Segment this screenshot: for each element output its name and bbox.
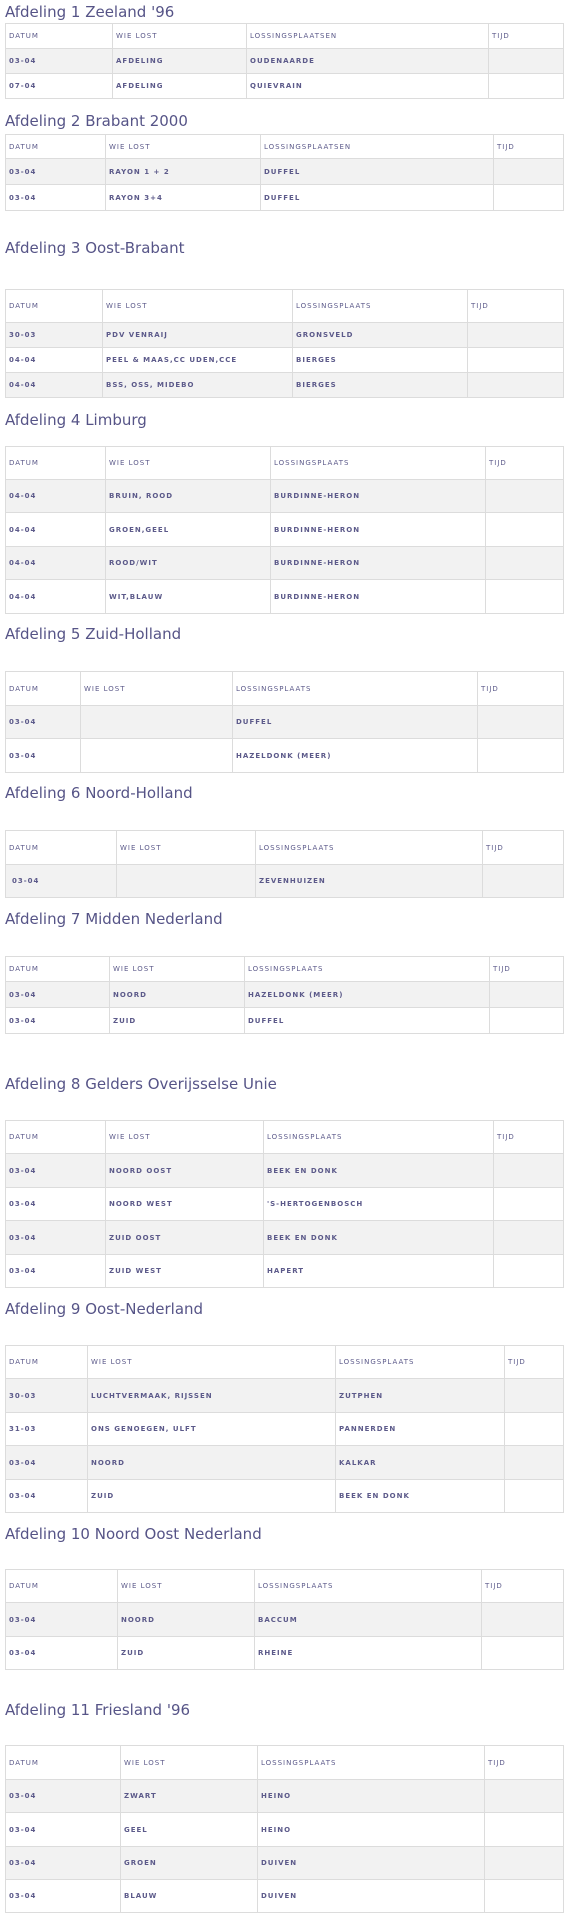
col-header-tijd: TIJD xyxy=(490,957,564,982)
cell-tijd xyxy=(478,706,564,739)
cell-datum: 03-04 xyxy=(6,1255,106,1288)
schedule-table xyxy=(5,289,564,398)
col-header-wie-lost: WIE LOST xyxy=(106,1121,264,1154)
table-row xyxy=(6,1780,564,1813)
cell-wie-lost: GROEN xyxy=(121,1847,258,1880)
cell-lossingsplaats: BURDINNE-HERON xyxy=(271,513,486,547)
section-title: Afdeling 11 Friesland '96 xyxy=(5,1701,191,1719)
table-row xyxy=(6,1446,564,1480)
cell-tijd xyxy=(494,1188,564,1221)
table-row xyxy=(6,1221,564,1255)
section-title: Afdeling 1 Zeeland '96 xyxy=(5,3,175,21)
table-row xyxy=(6,1847,564,1880)
cell-lossingsplaats: BURDINNE-HERON xyxy=(271,580,486,614)
cell-lossingsplaats: HEINO xyxy=(258,1813,485,1847)
table-row xyxy=(6,159,564,185)
col-header-lossingsplaats: LOSSINGSPLAATS xyxy=(256,831,483,865)
col-header-wie-lost: WIE LOST xyxy=(113,24,247,49)
cell-tijd xyxy=(505,1379,564,1413)
section-title: Afdeling 9 Oost-Nederland xyxy=(5,1300,204,1318)
col-header-datum: DATUM xyxy=(6,957,110,982)
table-row xyxy=(6,480,564,513)
cell-tijd xyxy=(486,480,564,513)
cell-tijd xyxy=(468,348,564,373)
table-row xyxy=(6,1637,564,1670)
section-title: Afdeling 3 Oost-Brabant xyxy=(5,239,185,257)
cell-lossingsplaats: KALKAR xyxy=(336,1446,505,1480)
col-header-datum: DATUM xyxy=(6,1121,106,1154)
col-header-datum: DATUM xyxy=(6,290,103,323)
cell-wie-lost: NOORD WEST xyxy=(106,1188,264,1221)
cell-wie-lost: LUCHTVERMAAK, RIJSSEN xyxy=(88,1379,336,1413)
cell-tijd xyxy=(494,1255,564,1288)
cell-lossingsplaats: 'S-HERTOGENBOSCH xyxy=(264,1188,494,1221)
cell-wie-lost: PEEL & MAAS,CC UDEN,CCE xyxy=(103,348,293,373)
cell-datum: 03-04 xyxy=(6,1637,118,1670)
col-header-wie-lost: WIE LOST xyxy=(103,290,293,323)
col-header-datum: DATUM xyxy=(6,672,81,706)
cell-datum: 03-04 xyxy=(6,1813,121,1847)
cell-lossingsplaats: BIERGES xyxy=(293,348,468,373)
cell-tijd xyxy=(490,982,564,1008)
table-row xyxy=(6,1813,564,1847)
table-header-row xyxy=(6,135,564,159)
cell-lossingsplaats: PANNERDEN xyxy=(336,1413,505,1446)
cell-datum: 04-04 xyxy=(6,580,106,614)
col-header-tijd: TIJD xyxy=(489,24,564,49)
col-header-datum: DATUM xyxy=(6,24,113,49)
cell-tijd xyxy=(490,1008,564,1034)
cell-lossingsplaats: DUFFEL xyxy=(261,185,494,211)
cell-wie-lost: PDV VENRAIJ xyxy=(103,323,293,348)
cell-tijd xyxy=(483,865,564,898)
cell-wie-lost: BRUIN, ROOD xyxy=(106,480,271,513)
col-header-wie-lost: WIE LOST xyxy=(118,1570,255,1603)
col-header-lossingsplaats: LOSSINGSPLAATSEN xyxy=(247,24,489,49)
section-title: Afdeling 2 Brabant 2000 xyxy=(5,112,188,130)
table-row xyxy=(6,323,564,348)
cell-datum: 03-04 xyxy=(6,1446,88,1480)
cell-tijd xyxy=(468,373,564,398)
cell-lossingsplaats: RHEINE xyxy=(255,1637,482,1670)
cell-datum: 03-04 xyxy=(6,49,113,74)
cell-wie-lost: RAYON 1 + 2 xyxy=(106,159,261,185)
cell-datum: 07-04 xyxy=(6,74,113,99)
col-header-wie-lost: WIE LOST xyxy=(106,447,271,480)
cell-wie-lost: ROOD/WIT xyxy=(106,547,271,580)
cell-tijd xyxy=(489,74,564,99)
table-header-row xyxy=(6,957,564,982)
col-header-lossingsplaats: LOSSINGSPLAATS xyxy=(258,1746,485,1780)
cell-datum: 03-04 xyxy=(6,185,106,211)
col-header-wie-lost: WIE LOST xyxy=(106,135,261,159)
table-row xyxy=(6,1880,564,1913)
schedule-table xyxy=(5,23,564,99)
cell-lossingsplaats: QUIEVRAIN xyxy=(247,74,489,99)
cell-wie-lost: BSS, OSS, MIDEBO xyxy=(103,373,293,398)
cell-datum: 03-04 xyxy=(6,706,81,739)
section-title: Afdeling 4 Limburg xyxy=(5,411,147,429)
table-header-row xyxy=(6,831,564,865)
cell-wie-lost: AFDELING xyxy=(113,49,247,74)
table-row xyxy=(6,513,564,547)
col-header-wie-lost: WIE LOST xyxy=(117,831,256,865)
cell-tijd xyxy=(505,1446,564,1480)
cell-wie-lost: WIT,BLAUW xyxy=(106,580,271,614)
table-header-row xyxy=(6,1121,564,1154)
table-row xyxy=(6,1255,564,1288)
cell-datum: 03-04 xyxy=(6,1221,106,1255)
cell-tijd xyxy=(468,323,564,348)
table-row xyxy=(6,1480,564,1513)
section-title: Afdeling 6 Noord-Holland xyxy=(5,784,193,802)
cell-lossingsplaats: OUDENAARDE xyxy=(247,49,489,74)
col-header-tijd: TIJD xyxy=(494,1121,564,1154)
cell-datum: 03-04 xyxy=(6,1847,121,1880)
col-header-wie-lost: WIE LOST xyxy=(110,957,245,982)
cell-lossingsplaats: BURDINNE-HERON xyxy=(271,480,486,513)
col-header-datum: DATUM xyxy=(6,1346,88,1379)
table-row xyxy=(6,706,564,739)
col-header-tijd: TIJD xyxy=(505,1346,564,1379)
schedule-table xyxy=(5,1569,564,1670)
table-row xyxy=(6,1154,564,1188)
col-header-lossingsplaats: LOSSINGSPLAATS xyxy=(293,290,468,323)
cell-tijd xyxy=(494,1221,564,1255)
table-row xyxy=(6,580,564,614)
cell-wie-lost: BLAUW xyxy=(121,1880,258,1913)
cell-datum: 04-04 xyxy=(6,547,106,580)
cell-datum: 03-04 xyxy=(6,1480,88,1513)
cell-datum: 03-04 xyxy=(6,159,106,185)
cell-datum: 03-04 xyxy=(6,1880,121,1913)
table-row xyxy=(6,1603,564,1637)
schedule-table xyxy=(5,1745,564,1913)
col-header-tijd: TIJD xyxy=(478,672,564,706)
cell-wie-lost: GEEL xyxy=(121,1813,258,1847)
schedule-table xyxy=(5,830,564,898)
cell-tijd xyxy=(485,1780,564,1813)
table-header-row xyxy=(6,672,564,706)
table-row xyxy=(6,982,564,1008)
schedule-table xyxy=(5,956,564,1034)
table-row xyxy=(6,1379,564,1413)
col-header-lossingsplaats: LOSSINGSPLAATSEN xyxy=(261,135,494,159)
col-header-tijd: TIJD xyxy=(494,135,564,159)
cell-wie-lost xyxy=(117,865,256,898)
cell-datum: 04-04 xyxy=(6,348,103,373)
cell-tijd xyxy=(485,1880,564,1913)
cell-lossingsplaats: BURDINNE-HERON xyxy=(271,547,486,580)
cell-tijd xyxy=(482,1637,564,1670)
cell-lossingsplaats: DUFFEL xyxy=(233,706,478,739)
cell-datum: 03-04 xyxy=(6,1603,118,1637)
cell-tijd xyxy=(505,1413,564,1446)
cell-wie-lost: ZUID xyxy=(110,1008,245,1034)
cell-lossingsplaats: BIERGES xyxy=(293,373,468,398)
cell-wie-lost: NOORD xyxy=(88,1446,336,1480)
cell-datum: 04-04 xyxy=(6,373,103,398)
section-title: Afdeling 5 Zuid-Holland xyxy=(5,625,182,643)
cell-lossingsplaats: HAZELDONK (MEER) xyxy=(233,739,478,773)
cell-tijd xyxy=(494,1154,564,1188)
col-header-lossingsplaats: LOSSINGSPLAATS xyxy=(233,672,478,706)
cell-datum: 03-04 xyxy=(6,1188,106,1221)
table-row xyxy=(6,185,564,211)
table-header-row xyxy=(6,290,564,323)
cell-lossingsplaats: ZEVENHUIZEN xyxy=(256,865,483,898)
col-header-tijd: TIJD xyxy=(485,1746,564,1780)
cell-lossingsplaats: HEINO xyxy=(258,1780,485,1813)
section-title: Afdeling 8 Gelders Overijsselse Unie xyxy=(5,1075,277,1093)
cell-lossingsplaats: BEEK EN DONK xyxy=(264,1154,494,1188)
col-header-lossingsplaats: LOSSINGSPLAATS xyxy=(245,957,490,982)
cell-wie-lost xyxy=(81,706,233,739)
cell-datum: 03-04 xyxy=(6,1780,121,1813)
table-row xyxy=(6,1188,564,1221)
table-header-row xyxy=(6,447,564,480)
section-title: Afdeling 7 Midden Nederland xyxy=(5,910,223,928)
cell-tijd xyxy=(494,159,564,185)
cell-tijd xyxy=(486,580,564,614)
table-header-row xyxy=(6,1570,564,1603)
col-header-wie-lost: WIE LOST xyxy=(81,672,233,706)
cell-datum: 03-04 xyxy=(6,1008,110,1034)
table-row xyxy=(6,348,564,373)
cell-wie-lost: ONS GENOEGEN, ULFT xyxy=(88,1413,336,1446)
cell-lossingsplaats: GRONSVELD xyxy=(293,323,468,348)
cell-tijd xyxy=(486,547,564,580)
table-header-row xyxy=(6,1746,564,1780)
section-title: Afdeling 10 Noord Oost Nederland xyxy=(5,1525,262,1543)
col-header-tijd: TIJD xyxy=(486,447,564,480)
cell-lossingsplaats: BEEK EN DONK xyxy=(336,1480,505,1513)
cell-datum: 03-04 xyxy=(6,1154,106,1188)
cell-wie-lost: ZUID xyxy=(118,1637,255,1670)
col-header-wie-lost: WIE LOST xyxy=(121,1746,258,1780)
cell-tijd xyxy=(494,185,564,211)
cell-wie-lost: RAYON 3+4 xyxy=(106,185,261,211)
table-row xyxy=(6,49,564,74)
cell-tijd xyxy=(482,1603,564,1637)
cell-wie-lost: ZWART xyxy=(121,1780,258,1813)
cell-wie-lost: ZUID xyxy=(88,1480,336,1513)
cell-tijd xyxy=(505,1480,564,1513)
col-header-datum: DATUM xyxy=(6,135,106,159)
cell-lossingsplaats: DUIVEN xyxy=(258,1880,485,1913)
cell-wie-lost: NOORD OOST xyxy=(106,1154,264,1188)
table-row xyxy=(6,1008,564,1034)
table-header-row xyxy=(6,1346,564,1379)
schedule-table xyxy=(5,1120,564,1288)
col-header-datum: DATUM xyxy=(6,447,106,480)
cell-datum: 03-04 xyxy=(6,739,81,773)
schedule-table xyxy=(5,134,564,211)
cell-tijd xyxy=(485,1813,564,1847)
cell-tijd xyxy=(485,1847,564,1880)
cell-datum: 04-04 xyxy=(6,513,106,547)
cell-lossingsplaats: HAPERT xyxy=(264,1255,494,1288)
table-row xyxy=(6,739,564,773)
col-header-tijd: TIJD xyxy=(483,831,564,865)
cell-lossingsplaats: DUFFEL xyxy=(261,159,494,185)
schedule-table xyxy=(5,1345,564,1513)
table-row xyxy=(6,547,564,580)
col-header-lossingsplaats: LOSSINGSPLAATS xyxy=(255,1570,482,1603)
cell-wie-lost: AFDELING xyxy=(113,74,247,99)
cell-wie-lost: ZUID OOST xyxy=(106,1221,264,1255)
col-header-lossingsplaats: LOSSINGSPLAATS xyxy=(264,1121,494,1154)
cell-tijd xyxy=(486,513,564,547)
cell-lossingsplaats: ZUTPHEN xyxy=(336,1379,505,1413)
col-header-tijd: TIJD xyxy=(482,1570,564,1603)
table-row xyxy=(6,1413,564,1446)
cell-lossingsplaats: BACCUM xyxy=(255,1603,482,1637)
col-header-lossingsplaats: LOSSINGSPLAATS xyxy=(271,447,486,480)
schedule-table xyxy=(5,446,564,614)
cell-wie-lost: GROEN,GEEL xyxy=(106,513,271,547)
schedule-table xyxy=(5,671,564,773)
cell-datum: 03-04 xyxy=(6,982,110,1008)
table-header-row xyxy=(6,24,564,49)
cell-lossingsplaats: DUFFEL xyxy=(245,1008,490,1034)
cell-wie-lost xyxy=(81,739,233,773)
cell-datum: 03-04 xyxy=(6,865,117,898)
col-header-datum: DATUM xyxy=(6,1570,118,1603)
col-header-datum: DATUM xyxy=(6,831,117,865)
cell-lossingsplaats: HAZELDONK (MEER) xyxy=(245,982,490,1008)
cell-datum: 30-03 xyxy=(6,323,103,348)
cell-lossingsplaats: BEEK EN DONK xyxy=(264,1221,494,1255)
cell-datum: 04-04 xyxy=(6,480,106,513)
col-header-lossingsplaats: LOSSINGSPLAATS xyxy=(336,1346,505,1379)
col-header-tijd: TIJD xyxy=(468,290,564,323)
col-header-datum: DATUM xyxy=(6,1746,121,1780)
table-row xyxy=(6,865,564,898)
cell-datum: 30-03 xyxy=(6,1379,88,1413)
col-header-wie-lost: WIE LOST xyxy=(88,1346,336,1379)
cell-datum: 31-03 xyxy=(6,1413,88,1446)
cell-lossingsplaats: DUIVEN xyxy=(258,1847,485,1880)
table-row xyxy=(6,373,564,398)
cell-tijd xyxy=(489,49,564,74)
cell-wie-lost: NOORD xyxy=(118,1603,255,1637)
cell-tijd xyxy=(478,739,564,773)
table-row xyxy=(6,74,564,99)
cell-wie-lost: ZUID WEST xyxy=(106,1255,264,1288)
cell-wie-lost: NOORD xyxy=(110,982,245,1008)
